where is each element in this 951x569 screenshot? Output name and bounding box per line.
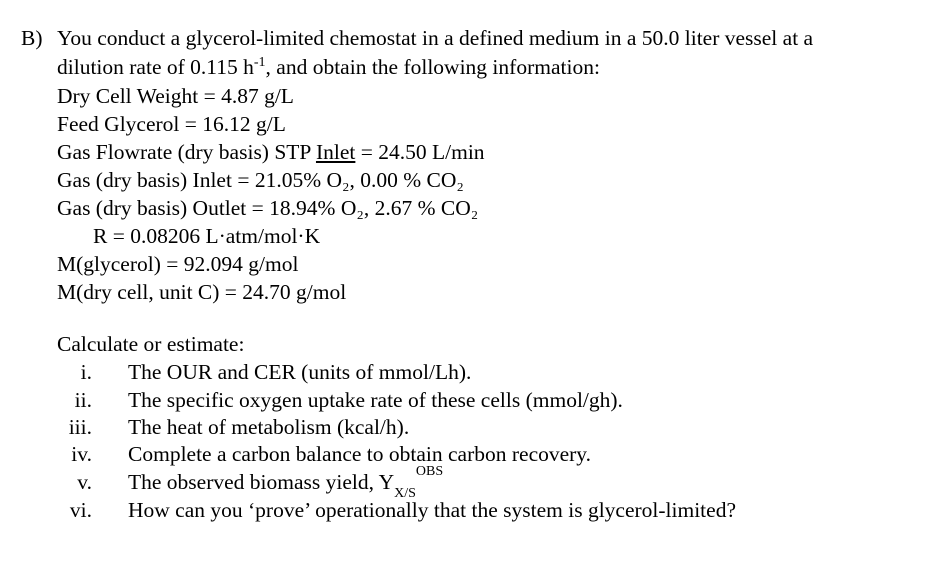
yield-subscript: X/S [394, 486, 416, 502]
yield-superscript: OBS [415, 463, 444, 479]
item-number: iv. [71, 442, 92, 466]
gas-flowrate-inlet: Inlet [315, 140, 356, 164]
item-number: iii. [68, 415, 92, 439]
gas-inlet: Gas (dry basis) Inlet = 21.05% O₂, 0.00 % CO₂ [57, 168, 464, 192]
intro-exponent: -1 [253, 54, 266, 70]
molar-mass-glycerol: M(glycerol) = 92.094 g/mol [57, 252, 299, 276]
intro-line-2 [57, 53, 600, 81]
dry-cell-weight: Dry Cell Weight = 4.87 g/L [57, 84, 294, 108]
item-number: v. [77, 470, 92, 494]
item-text: The heat of metabolism (kcal/h). [128, 415, 410, 439]
intro-line-1: You conduct a glycerol-limited chemostat in a defined medium in a 50.0 liter vessel at a [57, 26, 814, 50]
gas-outlet: Gas (dry basis) Outlet = 18.94% O₂, 2.67 % CO₂ [57, 196, 479, 220]
yield-text: The observed biomass yield, Y [128, 470, 395, 494]
gas-flowrate-value: = 24.50 L/min [355, 140, 485, 164]
gas-flowrate-text: Gas Flowrate (dry basis) STP [57, 140, 316, 164]
item-number: ii. [74, 388, 92, 412]
calc-heading: Calculate or estimate: [57, 332, 245, 356]
feed-glycerol: Feed Glycerol = 16.12 g/L [57, 112, 286, 136]
intro-line-2-text: dilution rate of 0.115 h [57, 55, 254, 79]
item-number: i. [80, 360, 92, 384]
item-text: The specific oxygen uptake rate of these cells (mmol/gh). [128, 388, 623, 412]
molar-mass-cell: M(dry cell, unit C) = 24.70 g/mol [57, 280, 347, 304]
item-text: Complete a carbon balance to obtain carbon recovery. [128, 442, 592, 466]
gas-constant: R = 0.08206 L·atm/mol·K [93, 224, 321, 248]
problem-label: B) [21, 26, 43, 50]
item-text: How can you ‘prove’ operationally that the system is glycerol-limited? [128, 498, 736, 522]
gas-flowrate [57, 138, 485, 166]
item-text: The OUR and CER (units of mmol/Lh). [128, 360, 472, 384]
intro-line-2-tail: , and obtain the following information: [265, 55, 600, 79]
item-number: vi. [69, 498, 92, 522]
item-text [128, 463, 444, 502]
